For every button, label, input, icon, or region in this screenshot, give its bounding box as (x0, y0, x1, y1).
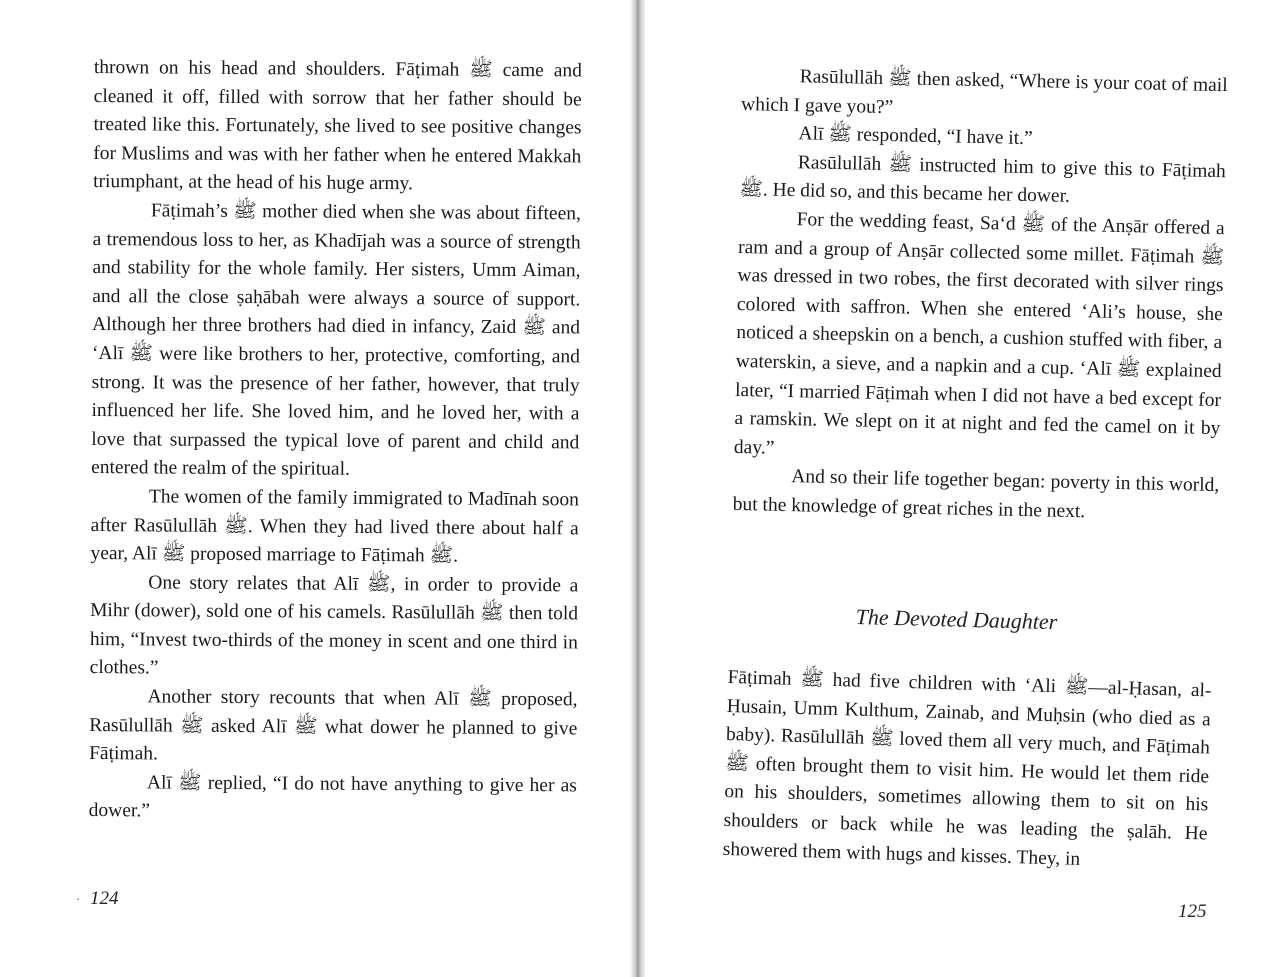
page-number: 125 (1178, 901, 1207, 922)
paragraph: The women of the family immigrated to Madīnah soon after Rasūlullāh ﷺ. When they had lived there about half a year, Alī ﷺ proposed marriage to Fāṭimah ﷺ. (90, 486, 579, 567)
paragraph: And so their life together began: poverty in this world, but the knowledge of great riches in the next. (732, 466, 1220, 523)
paragraph: thrown on his head and shoulders. Fāṭimah ﷺ came and cleaned it off, filled with sorrow that her father should be treated like this. Fortunately, she lived to see positive changes for Muslims and was with her father when he entered Makkah triumphant, at the head of his huge army. (93, 56, 582, 195)
paragraph: Rasūlullāh ﷺ then asked, “Where is your coat of mail which I gave you?” (740, 66, 1228, 118)
margin-mark: · (76, 892, 80, 906)
paragraph: Alī ﷺ responded, “I have it.” (798, 123, 1033, 150)
paragraph: One story relates that Alī ﷺ, in order to provide a Mihr (dower), sold one of his camels. Rasūlullāh ﷺ then told him, “Invest two-thirds of the money in scent and one third in clothes.” (89, 572, 579, 679)
paragraph: Fāṭimah ﷺ had five children with ‘Ali ﷺ—al-Ḥasan, al-Ḥusain, Umm Kulthum, Zainab, and Muḥsin (who died as a baby). Rasūlullāh ﷺ loved them all very much, and Fāṭimah ﷺ often brought them to visit him. He would let them ride on his shoulders, sometimes allowing them to sit on his shoulders or back while he was leading the ṣalāh. He showered them with hugs and kisses. They, in (722, 666, 1212, 870)
page-number: 124 (90, 888, 119, 909)
right-page (646, 0, 1280, 977)
section-heading: The Devoted Daughter (855, 604, 1058, 635)
paragraph: Alī ﷺ replied, “I do not have anything to give her as dower.” (88, 772, 577, 822)
paragraph: Rasūlullāh ﷺ instructed him to give this to Fāṭimah ﷺ. He did so, and this became her dower. (739, 151, 1227, 208)
right-page-text-bottom (722, 664, 1211, 878)
left-page-text (89, 54, 582, 829)
right-page-text-top (732, 62, 1227, 530)
paragraph: For the wedding feast, Sa‘d ﷺ of the Anṣār offered a ram and a group of Anṣār collected some millet. Fāṭimah ﷺ was dressed in two robes, the first decorated with silver rings colored with saffron. When she entered ‘Ali’s house, she noticed a sheepskin on a bench, a cushion stuffed with fiber, a waterskin, a sieve, and a napkin and a cup. ‘Alī ﷺ explained later, “I married Fāṭimah when I did not have a bed except for a ramskin. We slept on it at night and fed the camel on it by day.” (733, 209, 1225, 459)
paragraph: Another story recounts that when Alī ﷺ proposed, Rasūlullāh ﷺ asked Alī ﷺ what dower he planned to give Fāṭimah. (89, 686, 578, 765)
book-gutter (630, 0, 646, 977)
paragraph: Fāṭimah’s ﷺ mother died when she was about fifteen, a tremendous loss to her, as Khadījah was a source of strength and stability for the whole family. Her sisters, Umm Aiman, and all the close ṣaḥābah were always a source of support. Although her three brothers had died in infancy, Zaid ﷺ and ‘Alī ﷺ were like brothers to her, protective, comforting, and strong. It was the presence of her father, however, that truly influenced her life. She loved him, and he loved her, with a love that surpassed the typical love of parent and child and entered the realm of the spiritual. (91, 200, 581, 481)
left-page (0, 0, 630, 977)
